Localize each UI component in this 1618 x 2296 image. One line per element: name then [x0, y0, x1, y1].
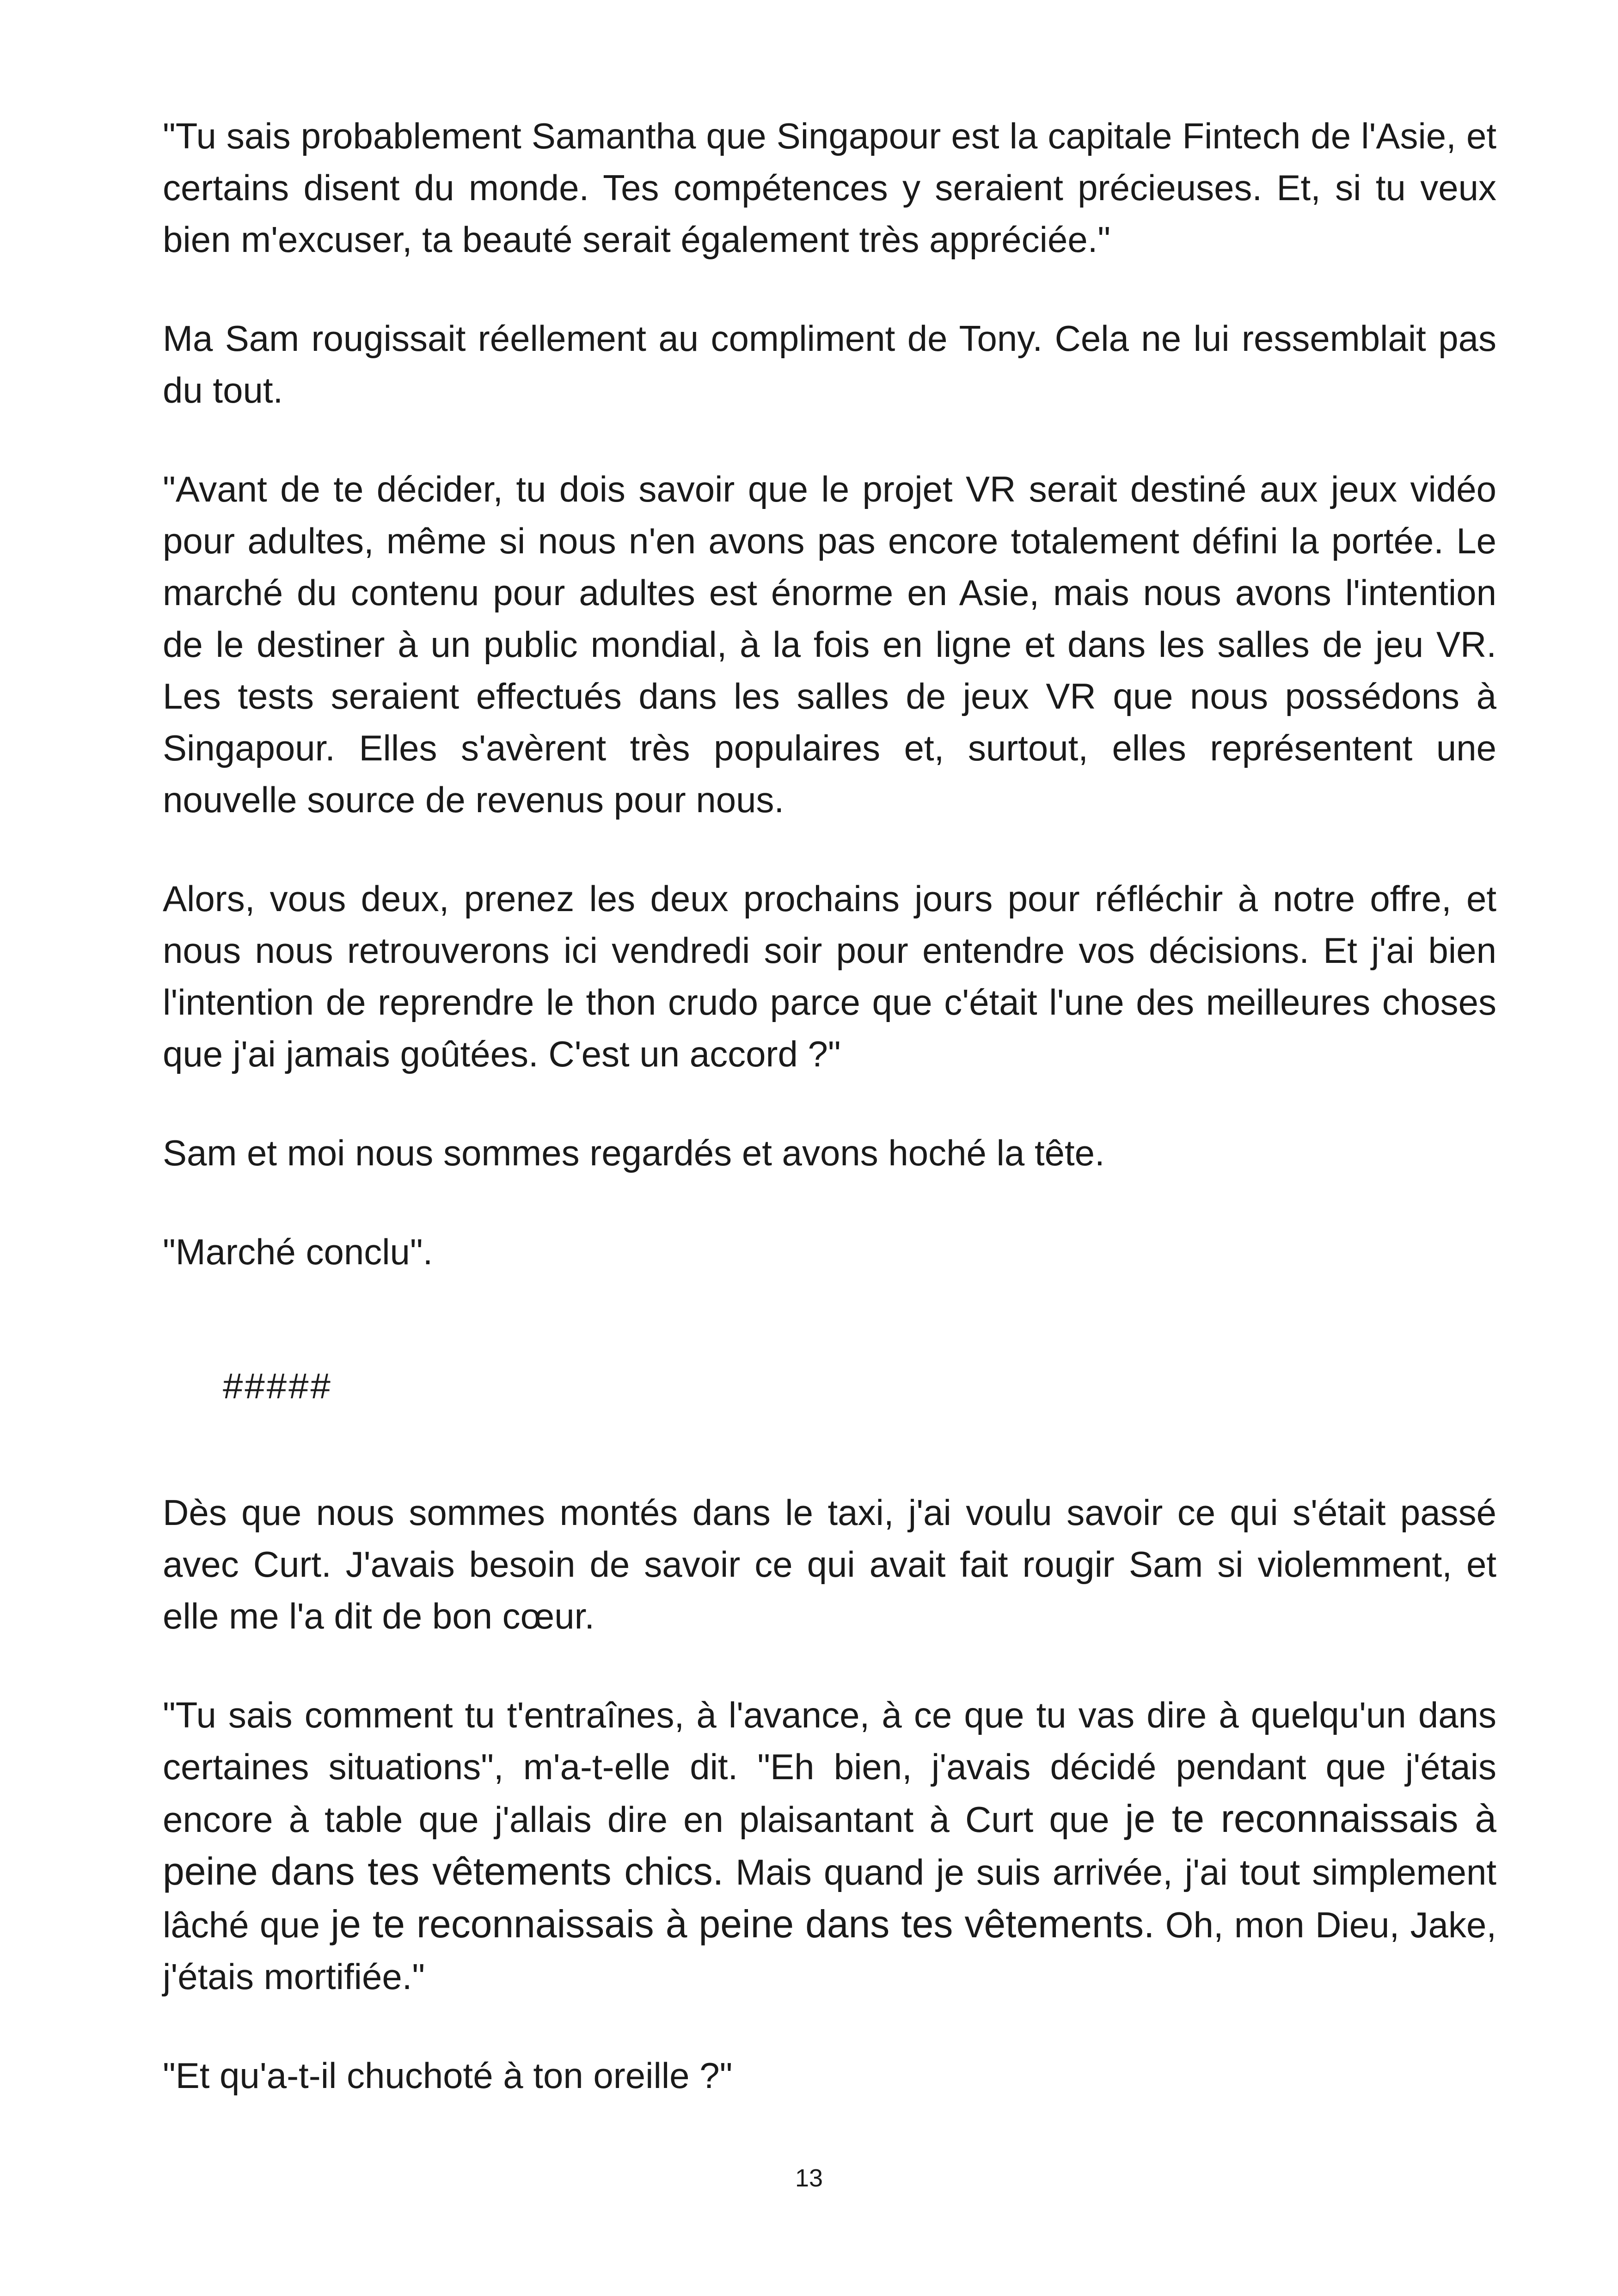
paragraph-6: "Marché conclu".: [163, 1231, 433, 1272]
paragraph-8-emphasis-2: je te reconnaissais à peine dans tes vêtements.: [331, 1902, 1155, 1946]
paragraph-8: [163, 1689, 1496, 2002]
paragraph-8-part-2: Mais quand je suis arrivée, j'ai tout simplement lâché que: [163, 1852, 1496, 1945]
paragraph-8-part-3: Oh, mon Dieu, Jake, j'étais mortifiée.": [163, 1904, 1497, 1997]
body-text: [163, 110, 1496, 2149]
paragraph-5: Sam et moi nous sommes regardés et avons hoché la tête.: [163, 1133, 1105, 1173]
page-number: 13: [795, 2164, 823, 2192]
paragraph-8-part-1: "Tu sais comment tu t'entraînes, à l'avance, à ce que tu vas dire à quelqu'un dans certaines situations", m'a-t-elle dit. "Eh bien, j'avais décidé pendant que j'étais encore à table que j'allais dire en plaisantant à Curt que: [163, 1695, 1496, 1840]
section-separator: #####: [223, 1365, 332, 1406]
paragraph-7: Dès que nous sommes montés dans le taxi, j'ai voulu savoir ce qui s'était passé avec Curt. J'avais besoin de savoir ce qui avait fait rougir Sam si violemment, et elle me l'a dit de bon cœur.: [163, 1492, 1496, 1636]
paragraph-3: "Avant de te décider, tu dois savoir que le projet VR serait destiné aux jeux vidéo pour adultes, même si nous n'en avons pas encore totalement défini la portée. Le marché du contenu pour adultes est énorme en Asie, mais nous avons l'intention de le destiner à un public mondial, à la fois en ligne et dans les salles de jeu VR. Les tests seraient effectués dans les salles de jeux VR que nous possédons à Singapour. Elles s'avèrent très populaires et, surtout, elles représentent une nouvelle source de revenus pour nous.: [163, 469, 1496, 820]
paragraph-8-emphasis-1: je te reconnaissais à peine dans tes vêtements chics.: [163, 1797, 1496, 1893]
paragraph-1: "Tu sais probablement Samantha que Singapour est la capitale Fintech de l'Asie, et certains disent du monde. Tes compétences y seraient précieuses. Et, si tu veux bien m'excuser, ta beauté serait également très appréciée.": [163, 116, 1496, 260]
paragraph-9: "Et qu'a-t-il chuchoté à ton oreille ?": [163, 2055, 733, 2096]
paragraph-2: Ma Sam rougissait réellement au compliment de Tony. Cela ne lui ressemblait pas du tout.: [163, 318, 1496, 410]
paragraph-4: Alors, vous deux, prenez les deux prochains jours pour réfléchir à notre offre, et nous nous retrouverons ici vendredi soir pour entendre vos décisions. Et j'ai bien l'intention de reprendre le thon crudo parce que c'était l'une des meilleures choses que j'ai jamais goûtées. C'est un accord ?": [163, 878, 1496, 1074]
